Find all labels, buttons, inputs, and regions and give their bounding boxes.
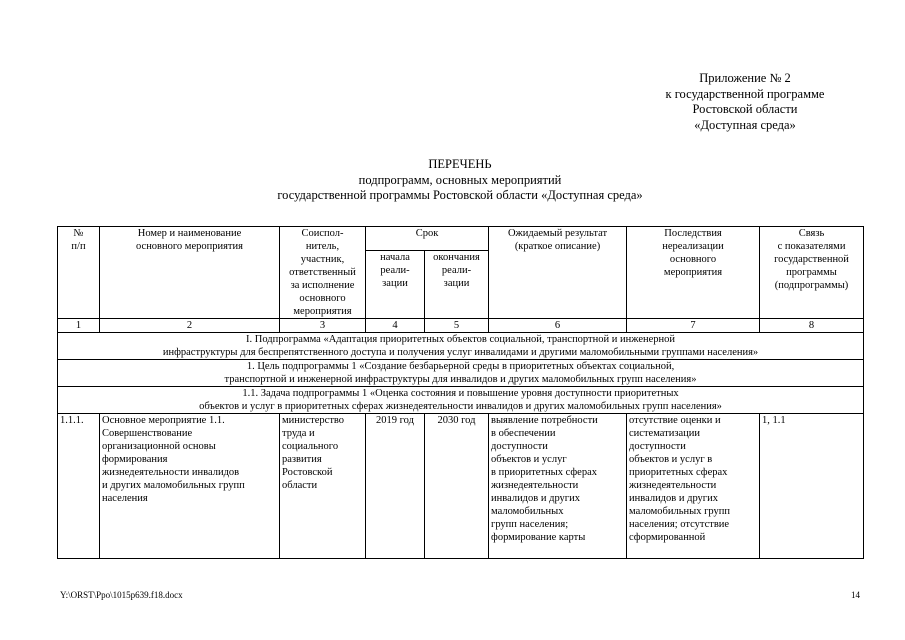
- col-number: 2: [100, 319, 280, 333]
- text-line: ответственный: [289, 267, 356, 278]
- text-line: основного: [669, 254, 717, 265]
- text-line: (краткое описание): [514, 241, 601, 252]
- header-start: [366, 250, 425, 318]
- text-line: объектов и услуг в: [629, 454, 713, 465]
- text-line: объектов и услуг: [491, 454, 567, 465]
- header-result: [489, 227, 627, 319]
- text-line: области: [282, 480, 318, 491]
- text-line: участник,: [300, 254, 345, 265]
- row-start: 2019 год: [366, 414, 425, 559]
- text-line: зации: [382, 277, 408, 289]
- text-line: групп населения;: [491, 519, 569, 530]
- text-line: программы: [786, 267, 837, 278]
- text-line: населения; отсутствие: [629, 519, 730, 530]
- text-line: жизнедеятельности инвалидов: [102, 467, 240, 478]
- text-line: формирования: [102, 454, 168, 465]
- document-heading: [180, 157, 740, 204]
- text-line: (подпрограммы): [774, 280, 849, 291]
- text-line: п/п: [71, 241, 86, 252]
- text-line: Номер и наименование: [137, 228, 242, 239]
- text-line: государственной: [774, 254, 849, 265]
- row-end: 2030 год: [425, 414, 489, 559]
- appendix-block: [630, 71, 860, 133]
- text-line: с показателями: [777, 241, 846, 252]
- text-line: объектов и услуг в приоритетных сферах жизнедеятельности инвалидов и других маломобильных групп населения»: [199, 401, 722, 412]
- text-line: населения: [102, 493, 148, 504]
- text-line: доступности: [629, 441, 686, 452]
- text-line: Соиспол-: [301, 228, 344, 239]
- text-line: за исполнение: [290, 280, 355, 291]
- text-line: формирование карты: [491, 532, 586, 543]
- text-line: транспортной и инженерной инфраструктуры для инвалидов и других маломобильных групп населения»: [224, 374, 697, 385]
- text-line: выявление потребности: [491, 415, 598, 426]
- heading-title: ПЕРЕЧЕНЬ: [428, 157, 492, 171]
- row-executor: [280, 414, 366, 559]
- file-path: Y:\ORST\Ppo\1015p639.f18.docx: [60, 590, 183, 600]
- row-name: [100, 414, 280, 559]
- text-line: Последствия: [664, 228, 722, 239]
- header-executor: [280, 227, 366, 319]
- heading-line: подпрограмм, основных мероприятий: [358, 172, 562, 187]
- col-number: 5: [425, 319, 489, 333]
- header-end: [425, 250, 489, 318]
- text-line: приоритетных сферах: [629, 467, 728, 478]
- text-line: систематизации: [629, 428, 701, 439]
- text-line: окончания: [433, 251, 480, 263]
- text-line: Ожидаемый результат: [507, 228, 608, 239]
- section-task: [58, 387, 864, 414]
- text-line: 1.1. Задача подпрограммы 1 «Оценка состояния и повышение уровня доступности приоритетных: [242, 388, 679, 399]
- header-link: [760, 227, 864, 319]
- appendix-line: «Доступная среда»: [694, 117, 796, 132]
- header-name: [100, 227, 280, 319]
- text-line: министерство: [282, 415, 345, 426]
- col-number: 8: [760, 319, 864, 333]
- text-line: реали-: [441, 264, 472, 276]
- table-row: [58, 414, 864, 559]
- row-num: 1.1.1.: [58, 414, 100, 559]
- text-line: инвалидов и других: [491, 493, 580, 504]
- text-line: №: [73, 228, 84, 239]
- text-line: реали-: [380, 264, 410, 276]
- text-line: развития: [282, 454, 322, 465]
- text-line: зации: [443, 277, 470, 289]
- text-line: маломобильных: [491, 506, 564, 517]
- measures-table: [57, 226, 864, 559]
- text-line: социального: [282, 441, 339, 452]
- text-line: начала: [380, 251, 410, 263]
- text-line: Совершенствование: [102, 428, 193, 439]
- text-line: инвалидов и других: [629, 493, 718, 504]
- text-line: Связь: [798, 228, 825, 239]
- page-number: 14: [851, 590, 860, 600]
- col-number: 6: [489, 319, 627, 333]
- text-line: организационной основы: [102, 441, 216, 452]
- section-goal: [58, 360, 864, 387]
- text-line: доступности: [491, 441, 548, 452]
- header-consequences: [627, 227, 760, 319]
- text-line: труда и: [282, 428, 315, 439]
- col-number: 7: [627, 319, 760, 333]
- row-result: [489, 414, 627, 559]
- text-line: в обеспечении: [491, 428, 556, 439]
- text-line: I. Подпрограмма «Адаптация приоритетных объектов социальной, транспортной и инженерной: [245, 334, 676, 345]
- heading-line: государственной программы Ростовской области «Доступная среда»: [277, 188, 643, 202]
- text-line: 1. Цель подпрограммы 1 «Создание безбарьерной среды в приоритетных объектах социальной,: [246, 361, 675, 372]
- text-line: в приоритетных сферах: [491, 467, 598, 478]
- col-number: 4: [366, 319, 425, 333]
- text-line: основного: [299, 293, 346, 304]
- header-num: [58, 227, 100, 319]
- text-line: и других маломобильных групп: [102, 480, 245, 491]
- appendix-line: к государственной программе: [665, 86, 825, 101]
- col-number: 1: [58, 319, 100, 333]
- text-line: Ростовской: [282, 467, 333, 478]
- text-line: мероприятия: [293, 306, 352, 317]
- text-line: отсутствие оценки и: [629, 415, 721, 426]
- text-line: инфраструктуры для беспрепятственного доступа и получения услуг инвалидами и другими маломобильными группами населения»: [162, 347, 759, 358]
- text-line: нитель,: [305, 241, 340, 252]
- text-line: маломобильных групп: [629, 506, 730, 517]
- text-line: нереализации: [662, 241, 724, 252]
- section-subprogram: [58, 333, 864, 360]
- text-line: жизнедеятельности: [629, 480, 717, 491]
- text-line: жизнедеятельности: [491, 480, 579, 491]
- header-term: Срок: [366, 227, 489, 251]
- row-link: 1, 1.1: [760, 414, 864, 559]
- text-line: сформированной: [629, 532, 706, 543]
- text-line: основного мероприятия: [136, 241, 243, 252]
- text-line: мероприятия: [663, 267, 723, 278]
- appendix-line: Приложение № 2: [699, 71, 791, 85]
- text-line: Основное мероприятие 1.1.: [102, 415, 225, 426]
- row-consequences: [627, 414, 760, 559]
- appendix-line: Ростовской области: [692, 102, 798, 116]
- col-number: 3: [280, 319, 366, 333]
